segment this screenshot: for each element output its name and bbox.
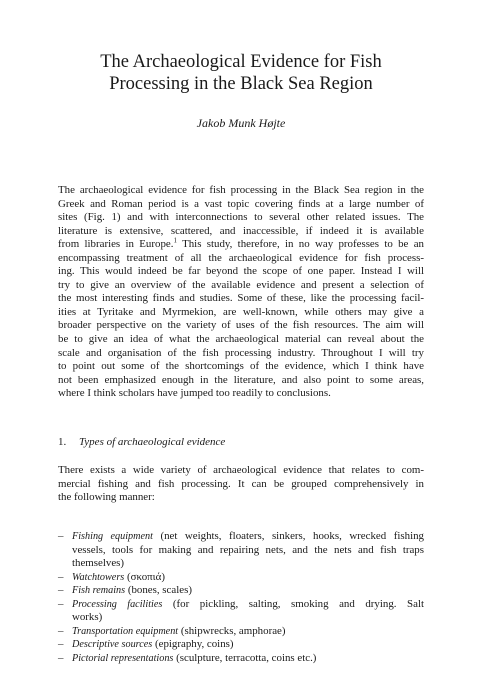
- list-term: Fishing equipment: [72, 531, 153, 542]
- text-line: be to give an idea of what the archaeological material can reveal about the: [58, 333, 424, 346]
- text-line: to point out some of the shortcomings of the evidence, which I think have: [58, 360, 424, 373]
- text-line: where I think scholars have jumped too readily to conclusions.: [58, 387, 331, 400]
- list-item: [58, 638, 424, 652]
- text-line: ities at Tyritake and Myrmekion, are well-known, while others may give a: [58, 305, 424, 318]
- list-term: Processing facilities: [72, 598, 163, 610]
- list-dash: –: [58, 624, 64, 637]
- text-line: ing. This would indeed be far beyond the scope of one paper. Instead I will: [58, 265, 424, 278]
- list-dash: –: [58, 651, 64, 664]
- list-item: [58, 625, 424, 639]
- list-desc: (sculpture, terracotta, coins etc.): [173, 651, 317, 664]
- text-line: Greek and Roman period is a vast topic covering finds at a large number of: [58, 197, 424, 210]
- list-desc: (shipwrecks, amphorae): [178, 624, 286, 637]
- list-dash: –: [58, 597, 64, 610]
- text-line: works): [72, 611, 103, 624]
- title-line: Processing in the Black Sea Region: [109, 74, 373, 94]
- text-line: not been emphasized enough in the literature, and also point to some areas,: [58, 373, 424, 386]
- title-line: The Archaeological Evidence for Fish: [100, 52, 382, 72]
- list-term: Descriptive sources: [72, 639, 153, 651]
- text-line: [72, 598, 424, 612]
- section-number: 1.: [58, 436, 67, 448]
- footnote-marker[interactable]: 1: [173, 236, 177, 245]
- list-desc: (σκοπιά): [124, 570, 165, 583]
- text-line: [58, 238, 424, 252]
- list-desc: (bones, scales): [125, 584, 192, 597]
- text-line: sites (Fig. 1) and with interconnections to several other related issues. The: [58, 211, 424, 224]
- text-line: encompassing treatment of all the archaeological evidence for fish process-: [58, 251, 424, 264]
- paper-title: [40, 51, 442, 95]
- text-line: literature is extensive, scattered, and inaccessible, if indeed it is available: [58, 224, 424, 237]
- list-desc: (epigraphy, coins): [152, 638, 234, 651]
- list-dash: –: [58, 638, 64, 651]
- text-line: [72, 571, 424, 585]
- text-fragment: from libraries in Europe.: [58, 238, 174, 251]
- section-heading: [58, 436, 225, 448]
- list-item: [58, 530, 424, 571]
- list-item: [58, 571, 424, 585]
- evidence-types-list: [58, 530, 424, 665]
- list-desc: (net weights, floaters, sinkers, hooks, wrecked fishing: [152, 530, 424, 542]
- section-paragraph: [58, 464, 424, 505]
- list-item: [58, 598, 424, 625]
- text-line: vessels, tools for making and repairing nets, and the nets and fish traps: [72, 543, 424, 556]
- text-line: themselves): [72, 557, 125, 570]
- section-title: Types of archaeological evidence: [79, 436, 226, 448]
- list-dash: –: [58, 570, 64, 583]
- list-term: Pictorial representations: [72, 652, 174, 664]
- text-line: the following manner:: [58, 491, 155, 504]
- text-line: [72, 625, 424, 639]
- text-line: scale and organisation of the fish processing industry. Throughout I will try: [58, 346, 424, 359]
- list-term: Watchtowers: [72, 571, 125, 583]
- text-line: the most interesting finds and studies. Some of these, like the processing facil-: [58, 292, 424, 305]
- list-desc: (for pickling, salting, smoking and drying. Salt: [162, 597, 425, 610]
- text-line: There exists a wide variety of archaeological evidence that relates to com-: [58, 464, 424, 476]
- text-line: [72, 530, 424, 544]
- intro-paragraph: [58, 184, 424, 401]
- list-item: [58, 652, 424, 666]
- text-line: try to give an overview of the available evidence and present a selection of: [58, 278, 424, 291]
- text-line: The archaeological evidence for fish processing in the Black Sea region in the: [58, 184, 424, 196]
- list-item: [58, 584, 424, 598]
- author-name: Jakob Munk Højte: [196, 116, 286, 130]
- text-line: [72, 638, 424, 652]
- text-line: [72, 652, 424, 666]
- list-dash: –: [58, 584, 64, 597]
- text-fragment: This study, therefore, in no way professes to be an: [176, 238, 424, 251]
- list-dash: –: [58, 530, 64, 542]
- list-term: Transportation equipment: [72, 625, 179, 637]
- text-line: mercial fishing and fish processing. It can be grouped comprehensively in: [58, 477, 424, 490]
- text-line: [72, 584, 424, 598]
- text-line: broader perspective on the variety of uses of the fish resources. The aim will: [58, 319, 424, 332]
- list-term: Fish remains: [72, 585, 126, 597]
